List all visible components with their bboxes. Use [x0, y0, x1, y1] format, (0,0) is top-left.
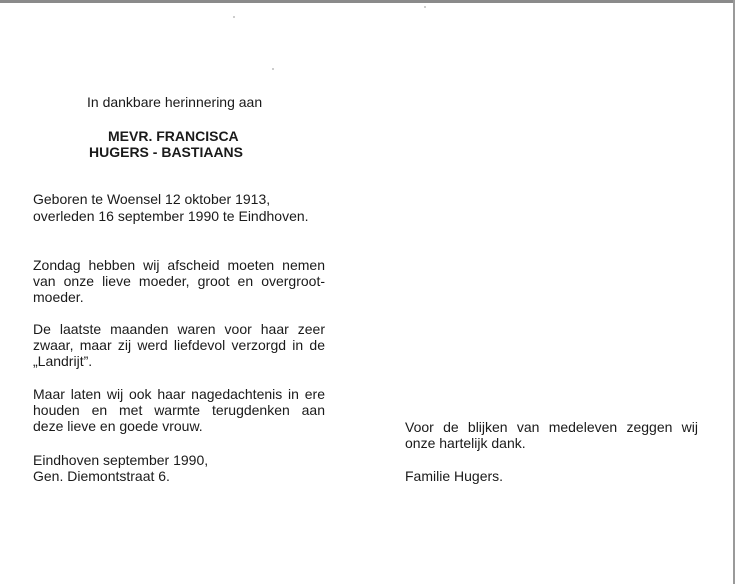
family-signature: Familie Hugers.: [405, 468, 504, 484]
paragraph-remembrance: [33, 386, 325, 434]
paragraph-line: Zondag hebben wij afscheid moeten nemen: [33, 257, 325, 273]
paragraph-line: Maar laten wij ook haar nagedachtenis in ere: [33, 386, 325, 402]
thanks-line: Voor de blijken van medeleven zeggen wij: [405, 419, 698, 435]
paragraph-farewell: [33, 257, 325, 305]
died-line: overleden 16 september 1990 te Eindhoven.: [33, 208, 309, 224]
name-line-2: HUGERS - BASTIAANS: [89, 144, 244, 160]
paragraph-line: houden en met warmte terugdenken aan: [33, 402, 325, 418]
born-line: Geboren te Woensel 12 oktober 1913,: [33, 191, 271, 207]
thanks-line: onze hartelijk dank.: [405, 435, 526, 451]
paragraph-line: zwaar, maar zij werd liefdevol verzorgd in de: [33, 337, 325, 353]
thanks-text: [405, 419, 698, 451]
scan-speck: [272, 68, 274, 70]
scan-speck: [233, 16, 235, 18]
scan-speck: [424, 6, 426, 8]
name-line-1: MEVR. FRANCISCA: [108, 128, 239, 144]
paragraph-care: [33, 321, 325, 369]
address: Gen. Diemontstraat 6.: [33, 468, 170, 484]
paragraph-line: moeder.: [33, 289, 84, 305]
paragraph-line: van onze lieve moeder, groot en overgroot-: [33, 273, 325, 289]
paragraph-line: „Landrijt”.: [33, 353, 93, 369]
place-date: Eindhoven september 1990,: [33, 452, 209, 468]
top-edge-line: [0, 0, 735, 3]
intro-text: In dankbare herinnering aan: [87, 94, 263, 110]
paragraph-line: deze lieve en goede vrouw.: [33, 418, 203, 434]
paragraph-line: De laatste maanden waren voor haar zeer: [33, 321, 325, 337]
